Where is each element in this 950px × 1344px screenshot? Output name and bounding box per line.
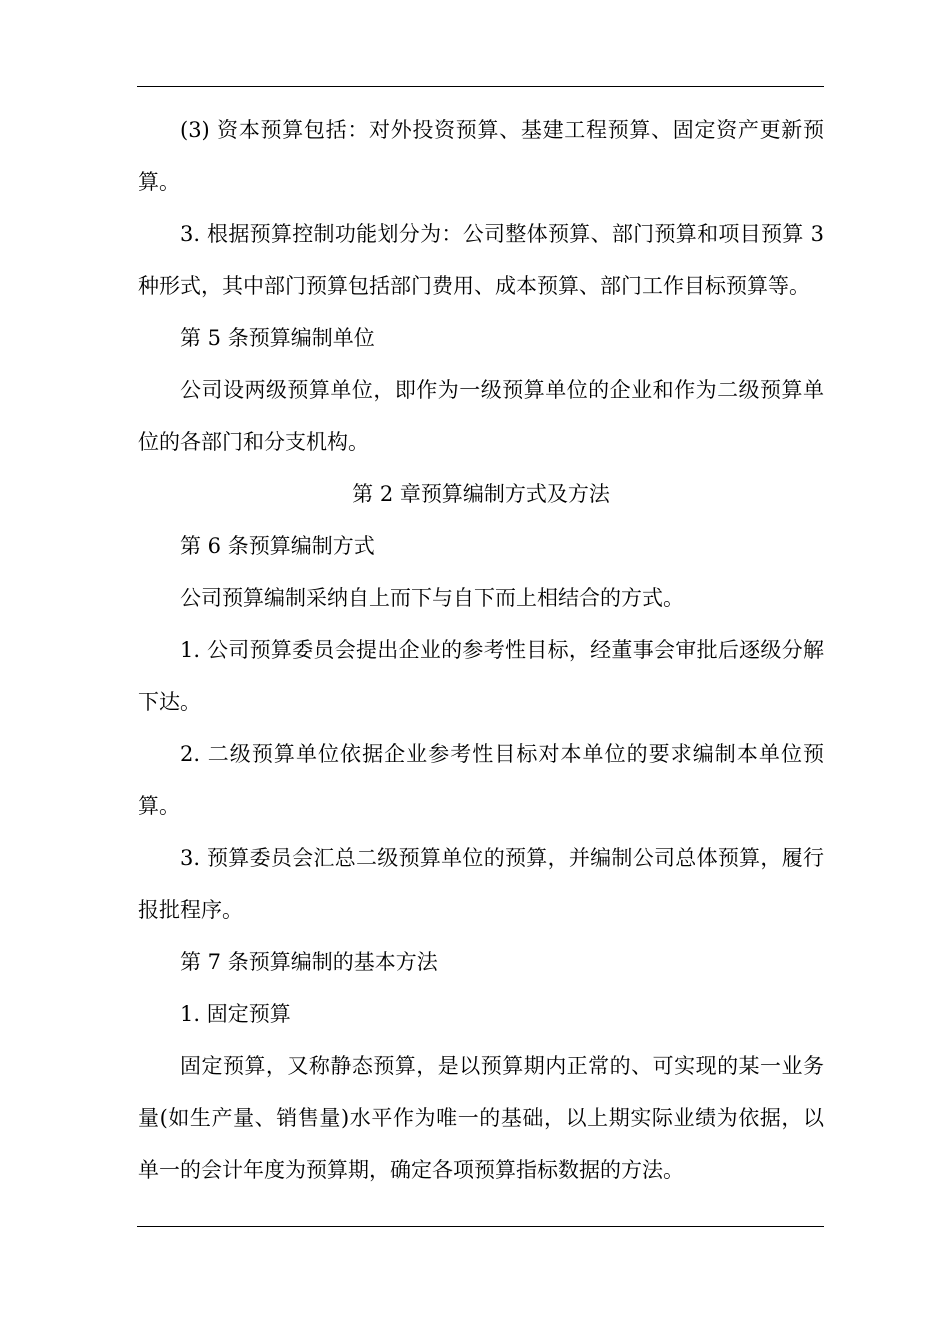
- article-5-heading: 第 5 条预算编制单位: [180, 326, 375, 350]
- list-item-1: 1. 公司预算委员会提出企业的参考性目标，经董事会审批后逐级分解下达。: [138, 638, 824, 714]
- paragraph-fixed-budget-definition: 固定预算，又称静态预算，是以预算期内正常的、可实现的某一业务量(如生产量、销售量)水平作为唯一的基础，以上期实际业绩为依据，以单一的会计年度为预算期，确定各项预算指标数据的方法。: [138, 1054, 824, 1182]
- list-item-3: 3. 预算委员会汇总二级预算单位的预算，并编制公司总体预算，履行报批程序。: [138, 846, 824, 922]
- list-item-2: 2. 二级预算单位依据企业参考性目标对本单位的要求编制本单位预算。: [138, 742, 824, 818]
- document-body: [138, 104, 824, 1196]
- header-rule: [137, 86, 824, 87]
- chapter-2-heading: 第 2 章预算编制方式及方法: [352, 482, 610, 506]
- subheading-fixed-budget: 1. 固定预算: [180, 1002, 291, 1026]
- paragraph-compilation-method: 公司预算编制采纳自上而下与自下而上相结合的方式。: [180, 586, 684, 610]
- article-7-heading: 第 7 条预算编制的基本方法: [180, 950, 438, 974]
- paragraph-capital-budget: (3) 资本预算包括：对外投资预算、基建工程预算、固定资产更新预算。: [138, 118, 824, 194]
- paragraph-control-function: 3. 根据预算控制功能划分为：公司整体预算、部门预算和项目预算 3 种形式，其中部门预算包括部门费用、成本预算、部门工作目标预算等。: [138, 222, 824, 298]
- article-6-heading: 第 6 条预算编制方式: [180, 534, 375, 558]
- paragraph-budget-units: 公司设两级预算单位，即作为一级预算单位的企业和作为二级预算单位的各部门和分支机构。: [138, 378, 824, 454]
- footer-rule: [137, 1226, 824, 1227]
